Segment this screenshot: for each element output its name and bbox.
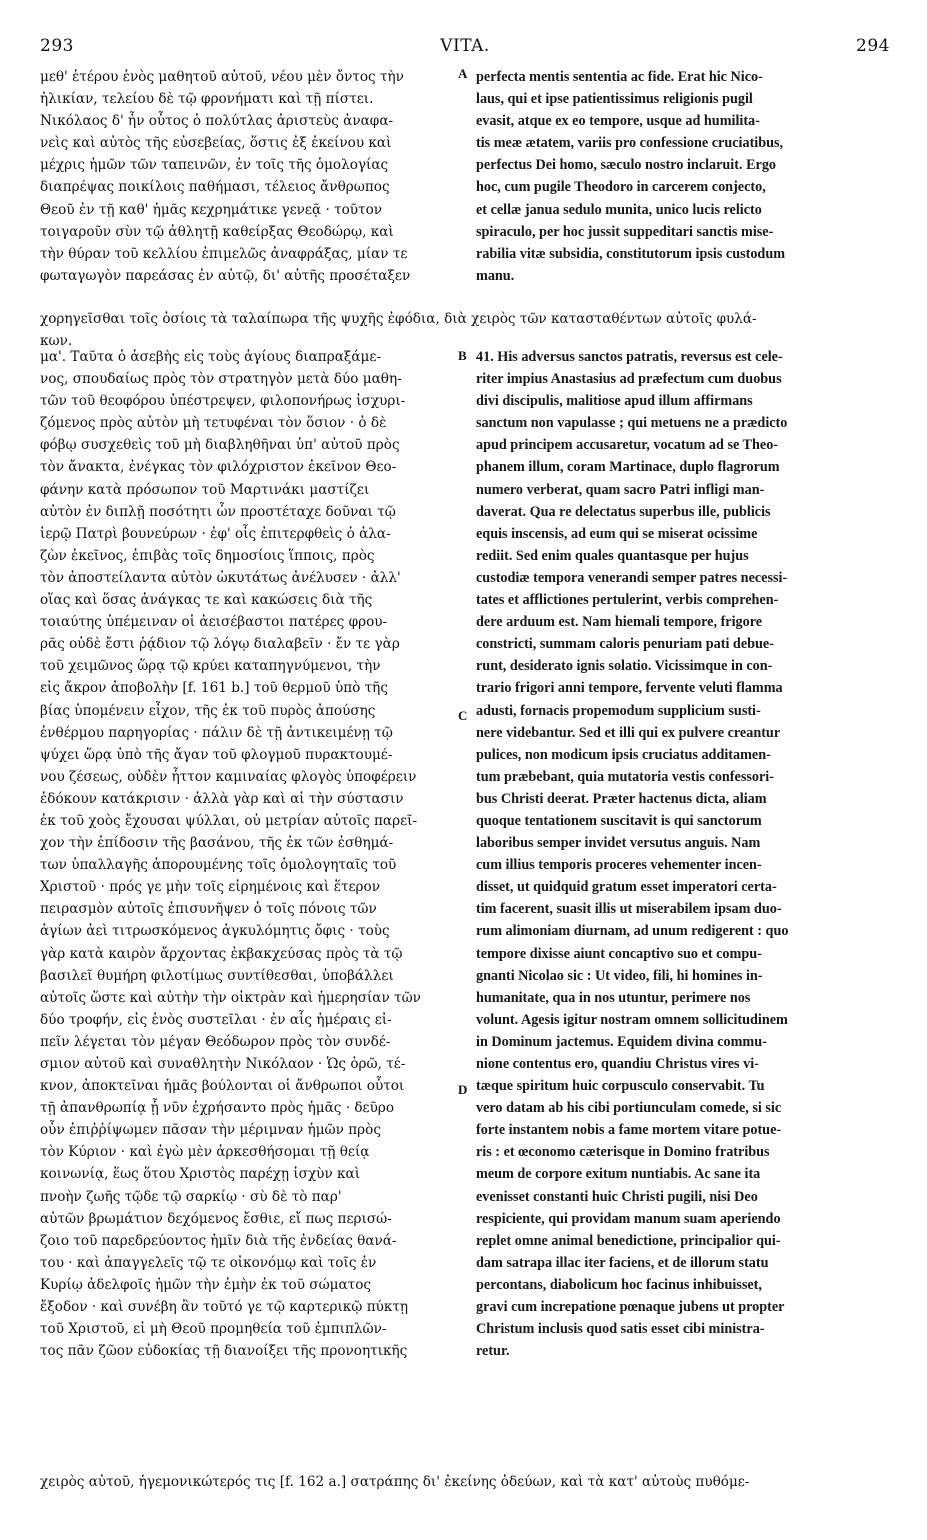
text-line: νος, σπουδαίως πρὸς τὸν στρατηγὸν μετὰ δύο μαθη-: [40, 371, 402, 388]
text-line: τῇ ἀπανθρωπίᾳ ᾗ νῦν ἐχρήσαντο πρὸς ἡμᾶς · δεῦρο: [40, 1100, 395, 1117]
text-line: daverat. Qua re delectatus superbus ille, publicis: [476, 503, 771, 520]
text-line: τοῦ Χριστοῦ, εἰ μὴ Θεοῦ προμηθεία τοῦ ἐμπιπλῶν-: [40, 1321, 387, 1338]
text-line: forte instantem nobis a fame mortem vitare potue-: [476, 1122, 782, 1139]
text-line: trario frigori anni tempore, fervente veluti flamma: [476, 680, 783, 697]
text-line: pulices, non modicum ipsis cruciatus additamen-: [476, 746, 771, 763]
text-line: Χριστοῦ · πρός γε μὴν τοῖς εἰρημένοις καὶ ἕτερον: [40, 879, 380, 896]
text-line: νεὶς καὶ αὐτὸς τῆς εὐσεβείας, ὅστις ἐξ ἐκείνου καὶ: [40, 135, 392, 152]
text-line: phanem illum, coram Martinace, duplo flagrorum: [476, 459, 780, 476]
text-line: ρᾶς οὐδὲ ἔστι ῥᾴδιον τῷ λόγῳ διαλαβεῖν · ἔν τε γὰρ: [40, 636, 400, 653]
text-line: humanitate, qua in nos utuntur, perimere nos: [476, 989, 751, 1006]
text-line: τος πᾶν ζῶον εὐδοκίας τῇ διανοίξει τῆς προνοητικῆς: [40, 1343, 408, 1360]
text-line: apud principem accusaretur, vocatum ad se Theo-: [476, 437, 779, 454]
page-number-right: 294: [856, 36, 890, 56]
greek-column-top: [40, 66, 455, 287]
text-line: meum de corpore exitum nuntiabis. Ac sane ita: [476, 1166, 761, 1183]
text-line: φωταγωγὸν παρεάσας ἐν αὐτῷ, δι' αὐτῆς προσέταξεν: [40, 267, 411, 284]
text-line: ἔξοδον · καὶ συνέβη ἂν τοῦτό γε τῷ καρτερικῷ πύκτῃ: [40, 1299, 409, 1316]
text-line: constricti, summam caloris penuriam pati debue-: [476, 636, 774, 653]
text-line: respiciente, qui providam manum suam aperiendo: [476, 1210, 781, 1227]
text-line: ἐνθέρμου παρηγορίας · πάλιν δὲ τῇ ἀντικειμένῃ τῷ: [40, 724, 393, 741]
text-line: volunt. Agesis igitur nostram omnem sollicitudinem: [476, 1011, 788, 1028]
greek-full-width-footer-line: [40, 1471, 890, 1493]
text-line: tum præbebant, quia mutatoria vestis confessori-: [476, 768, 774, 785]
text-line: adusti, fornacis propemodum supplicium susti-: [476, 702, 761, 719]
text-line: riter impius Anastasius ad præfectum cum duobus: [476, 371, 782, 388]
text-line: cum illius temporis proceres vehementer incen-: [476, 857, 762, 874]
text-line: χορηγεῖσθαι τοῖς ὁσίοις τὰ ταλαίπωρα τῆς ψυχῆς ἐφόδια, διὰ χειρὸς τῶν κατασταθέντων αὐτοῖς φυλά-: [40, 311, 757, 327]
text-line: ἡλικίαν, τελείου δὲ τῷ φρονήματι καὶ τῇ πίστει.: [40, 91, 374, 108]
text-line: ἱερῷ Πατρὶ βουνεύρων · ἐφ' οἷς ἐπιτερφθεὶς ὁ ἀλα-: [40, 525, 391, 542]
text-line: οὖν ἐπιῤῥίψωμεν πᾶσαν τὴν μέριμναν ἡμῶν πρὸς: [40, 1122, 381, 1139]
text-line: τὸν Κύριον · καὶ ἐγὼ μὲν ἀρκεσθήσομαι τῇ θείᾳ: [40, 1144, 370, 1161]
text-line: divi discipulis, malitiose apud illum affirmans: [476, 393, 753, 410]
text-line: Νικόλαος δ' ἦν οὗτος ὁ πολύτλας ἀριστεὺς ἀναφα-: [40, 113, 394, 130]
text-line: bus Christi deerat. Præter hactenus dicta, aliam: [476, 790, 767, 807]
greek-column-main: [40, 346, 455, 1362]
text-line: μέχρις ἡμῶν τῶν ταπεινῶν, ἐν τοῖς τῆς ὁμολογίας: [40, 157, 389, 174]
text-line: πνοὴν ζωῆς τῷδε τῷ σαρκίῳ · σὺ δὲ τὸ παρ': [40, 1188, 342, 1205]
section-marker-d: D: [458, 1082, 468, 1097]
text-line: quoque tentationem suscitavit is qui sanctorum: [476, 812, 762, 829]
text-line: τὴν θύραν τοῦ κελλίου ἐπιμελῶς ἀναφράξας, μίαν τε: [40, 245, 408, 262]
text-line: percontans, diabolicum hoc facinus inhibuisset,: [476, 1276, 762, 1293]
text-line: κνον, ἀποκτεῖναι ἡμᾶς βούλονται οἱ ἄνθρωποι οὗτοι: [40, 1078, 405, 1095]
text-line: spiraculo, per hoc jussit suppeditari sanctis mise-: [476, 223, 774, 240]
text-line: runt, desiderato ignis solatio. Vicissimque in con-: [476, 658, 773, 675]
text-line: gravi cum increpatione pœnaque jubens ut propter: [476, 1299, 785, 1316]
text-line: τὸν ἄνακτα, ἐνέγκας τὸν φιλόχριστον ἐκεῖνον Θεο-: [40, 459, 397, 476]
text-line: φάνην κατὰ πρόσωπον τοῦ Μαρτινάκι μαστίζει: [40, 481, 370, 498]
section-marker-b: B: [458, 348, 467, 363]
text-line: 41. His adversus sanctos patratis, reversus est cele-: [476, 349, 783, 365]
latin-column-top: [476, 66, 890, 287]
text-line: γὰρ κατὰ καιρὸν ἄρχοντας ἐκβακχεύσας πρὸς τὰ τῷ: [40, 945, 403, 962]
text-line: in Dominum jactemus. Equidem divina commu-: [476, 1033, 767, 1050]
text-line: vero datam ab his cibi portiunculam comede, si sic: [476, 1100, 782, 1117]
text-line: replet omne animal benedictione, principalior qui-: [476, 1232, 781, 1249]
text-line: tæque spiritum huic corpusculo conservabit. Tu: [476, 1078, 765, 1095]
text-line: disset, ut quidquid gratum esset imperatori certa-: [476, 879, 777, 896]
text-line: φόβῳ συσχεθεὶς τοῦ μὴ διαβληθῆναι ὑπ' αὐτοῦ πρὸς: [40, 437, 400, 454]
text-line: ἁγίων ἀεὶ τιτρωσκόμενος ἀγκυλόμητις ὄφις · τοὺς: [40, 923, 390, 940]
section-marker-a: A: [458, 66, 468, 81]
text-line: perfecta mentis sententia ac fide. Erat hic Nico-: [476, 69, 763, 85]
text-line: βασιλεῖ θυμήρη φιλοτίμως συντίθεσθαι, ὑποβάλλει: [40, 967, 394, 984]
page-header: [40, 36, 890, 64]
text-line: τοιγαροῦν σὺν τῷ ἀθλητῇ καθείρξας Θεοδώρῳ, καὶ: [40, 223, 394, 240]
text-line: tis meæ ætatem, variis pro confessione cruciatibus,: [476, 135, 784, 152]
text-line: νου ζέσεως, οὐδὲν ἧττον καμιναίας φλογὸς ὑποφέρειν: [40, 768, 417, 785]
text-line: retur.: [476, 1343, 510, 1360]
text-line: χειρὸς αὐτοῦ, ἡγεμονικώτερός τις [f. 162 a.] σατράπης δι' ἐκείνης ὁδεύων, καὶ τὰ κατ' αὐτοὺς πυθόμε-: [40, 1474, 750, 1490]
text-line: τὸν ἀποστείλαντα αὐτὸν ὠκυτάτως ἀνέλυσεν · ἀλλ': [40, 569, 401, 586]
text-line: χον τὴν ἐπίδοσιν τῆς βασάνου, τῆς ἐκ τῶν ἐσθημά-: [40, 835, 394, 852]
text-line: σμιον αὐτοῦ καὶ συναθλητὴν Νικόλαον · Ὡς ὁρῶ, τέ-: [40, 1056, 406, 1072]
text-line: δύο τροφήν, εἰς ἑνὸς συστεῖλαι · ἐν αἷς ἡμέραις εἰ-: [40, 1011, 392, 1028]
latin-column-main: [476, 346, 890, 1362]
text-line: ἐδόκουν κατάκρισιν · ἀλλὰ γὰρ καὶ αἱ τὴν σύστασιν: [40, 790, 404, 807]
text-line: αὐτὸν ἐν διπλῇ ποσότητι ὧν προστέταχε δοῦναι τῷ: [40, 503, 396, 520]
text-line: τοιαύτης ὑπέμειναν οἱ ἀεισέβαστοι πατέρες φρου-: [40, 614, 388, 631]
text-line: custodiæ tempora venerandi semper patres necessi-: [476, 569, 788, 586]
text-line: rediit. Sed enim quales quantasque per hujus: [476, 547, 749, 564]
text-line: διαπρέψας ποικίλοις παθήμασι, τέλειος ἄνθρωπος: [40, 179, 390, 196]
text-line: tates et afflictiones pertulerint, verbis comprehen-: [476, 592, 779, 609]
text-line: dere arduum est. Nam hiemali tempore, frigore: [476, 614, 763, 631]
text-line: οἵας καὶ ὅσας ἀνάγκας τε καὶ κακώσεις διὰ τῆς: [40, 592, 373, 609]
page-number-left: 293: [40, 36, 74, 56]
text-line: rum alimoniam diurnam, ad unum redigerent : quo: [476, 923, 789, 940]
text-line: μα'. Ταῦτα ὁ ἀσεβὴς εἰς τοὺς ἁγίους διαπραξάμε-: [40, 349, 382, 365]
text-line: ris : et œconomo cæterisque in Domino fratribus: [476, 1144, 770, 1161]
text-line: του · καὶ ἀπαγγελεῖς τῷ τε οἰκονόμῳ καὶ τοῖς ἐν: [40, 1254, 377, 1271]
text-line: κοινωνίᾳ, ἕως ὅτου Χριστὸς παρέχῃ ἰσχὺν καὶ: [40, 1166, 361, 1183]
text-line: nione contentus ero, quandiu Christus vires vi-: [476, 1056, 759, 1072]
text-line: hoc, cum pugile Theodoro in carcerem conjecto,: [476, 179, 766, 196]
text-line: dam satrapa illac iter faciens, et de illorum statu: [476, 1254, 769, 1271]
text-line: nere videbantur. Sed et illi qui ex pulvere creantur: [476, 724, 781, 741]
text-line: ἐκ τοῦ χοὸς ἔχουσαι ψύλλαι, οὐ μετρίαν αὐτοῖς παρεῖ-: [40, 812, 418, 829]
section-marker-c: C: [458, 708, 468, 723]
text-line: Christum inclusis quod satis esset cibi ministra-: [476, 1321, 765, 1338]
text-line: Θεοῦ ἐν τῇ καθ' ἡμᾶς κεχρημάτικε γενεᾷ · τοῦτον: [40, 201, 383, 218]
text-line: ψύχει ὥρᾳ ὑπὸ τῆς ἄγαν τοῦ φλογμοῦ πυρακτουμέ-: [40, 746, 393, 763]
running-title: VITA.: [440, 36, 490, 56]
text-line: τῶν τοῦ θεοφόρου ὑπέστρεψεν, φιλοπονήρως ἰσχυρι-: [40, 393, 406, 410]
text-line: κων.: [40, 333, 73, 350]
text-line: evenisset constanti huic Christi pugili, nisi Deo: [476, 1188, 758, 1205]
text-line: των ὑπαλλαγῆς ἀπορουμένης τοῖς ὁμολογηταῖς τοῦ: [40, 857, 397, 874]
text-line: αὐτοῖς ὥστε καὶ αὐτὴν τὴν οἰκτρὰν καὶ ἡμερησίαν τῶν: [40, 989, 421, 1006]
text-line: manu.: [476, 267, 515, 284]
text-line: πεῖν λέγεται τὸν μέγαν Θεόδωρον πρὸς τὸν συνδέ-: [40, 1033, 391, 1050]
text-line: laus, qui et ipse patientissimus religionis pugil: [476, 91, 753, 108]
text-line: ζοιο τοῦ παρεδρεύοντος ἡμῖν διὰ τῆς ἐνδείας θανά-: [40, 1232, 397, 1249]
text-line: perfectus Dei homo, sæculo nostro inclaruit. Ergo: [476, 157, 777, 174]
text-line: equis inscensis, ad eum qui se miserat ocissime: [476, 525, 758, 542]
text-line: rabilia vitæ subsidia, constitutorum ipsis custodum: [476, 245, 786, 262]
text-line: μεθ' ἑτέρου ἑνὸς μαθητοῦ αὐτοῦ, νέου μὲν ὄντος τὴν: [40, 69, 404, 85]
text-line: ζόμενος πρὸς αὐτὸν μὴ τετυφέναι τὸν ὅσιον · ὁ δὲ: [40, 415, 387, 432]
text-line: evasit, atque ex eo tempore, usque ad humilita-: [476, 113, 760, 130]
text-line: εἰς ἄκρον ἀποβολὴν [f. 161 b.] τοῦ θερμοῦ ὑπὸ τῆς: [40, 680, 388, 697]
text-line: τοῦ χειμῶνος ὥρᾳ τῷ κρύει καταπηγνύμενοι, τὴν: [40, 658, 381, 675]
text-line: πειρασμὸν αὐτοῖς ἐπισυνῆψεν ὁ τοῖς πόνοις τῶν: [40, 901, 377, 918]
text-line: laboribus semper invidet versutus anguis. Nam: [476, 835, 761, 852]
text-line: numero verberat, quam sacro Patri infligi man-: [476, 481, 765, 498]
text-line: ζὼν ἐκεῖνος, ἐπιβὰς τοῖς δημοσίοις ἵπποις, πρὸς: [40, 547, 375, 564]
text-line: sanctum non vapulasse ; qui metuens ne a prædicto: [476, 415, 788, 432]
text-line: Κυρίῳ ἀδελφοῖς ἡμῶν τὴν ἐμὴν ἐκ τοῦ σώματος: [40, 1276, 371, 1293]
text-line: tim facerent, suasit illis ut miserabilem ipsam duo-: [476, 901, 782, 918]
text-line: βίας ὑπομένειν εἶχον, τῆς ἐκ τοῦ πυρὸς ἀπούσης: [40, 702, 376, 719]
text-line: et cellæ janua sedulo munita, unico lucis relicto: [476, 201, 762, 218]
text-line: tempore dixisse aiunt concaptivo suo et compu-: [476, 945, 762, 962]
text-line: gnanti Nicolao sic : Ut video, fili, hi homines in-: [476, 967, 763, 984]
text-line: αὐτῶν βρωμάτιον δεχόμενος ἔσθιε, εἴ πως περισώ-: [40, 1210, 392, 1227]
